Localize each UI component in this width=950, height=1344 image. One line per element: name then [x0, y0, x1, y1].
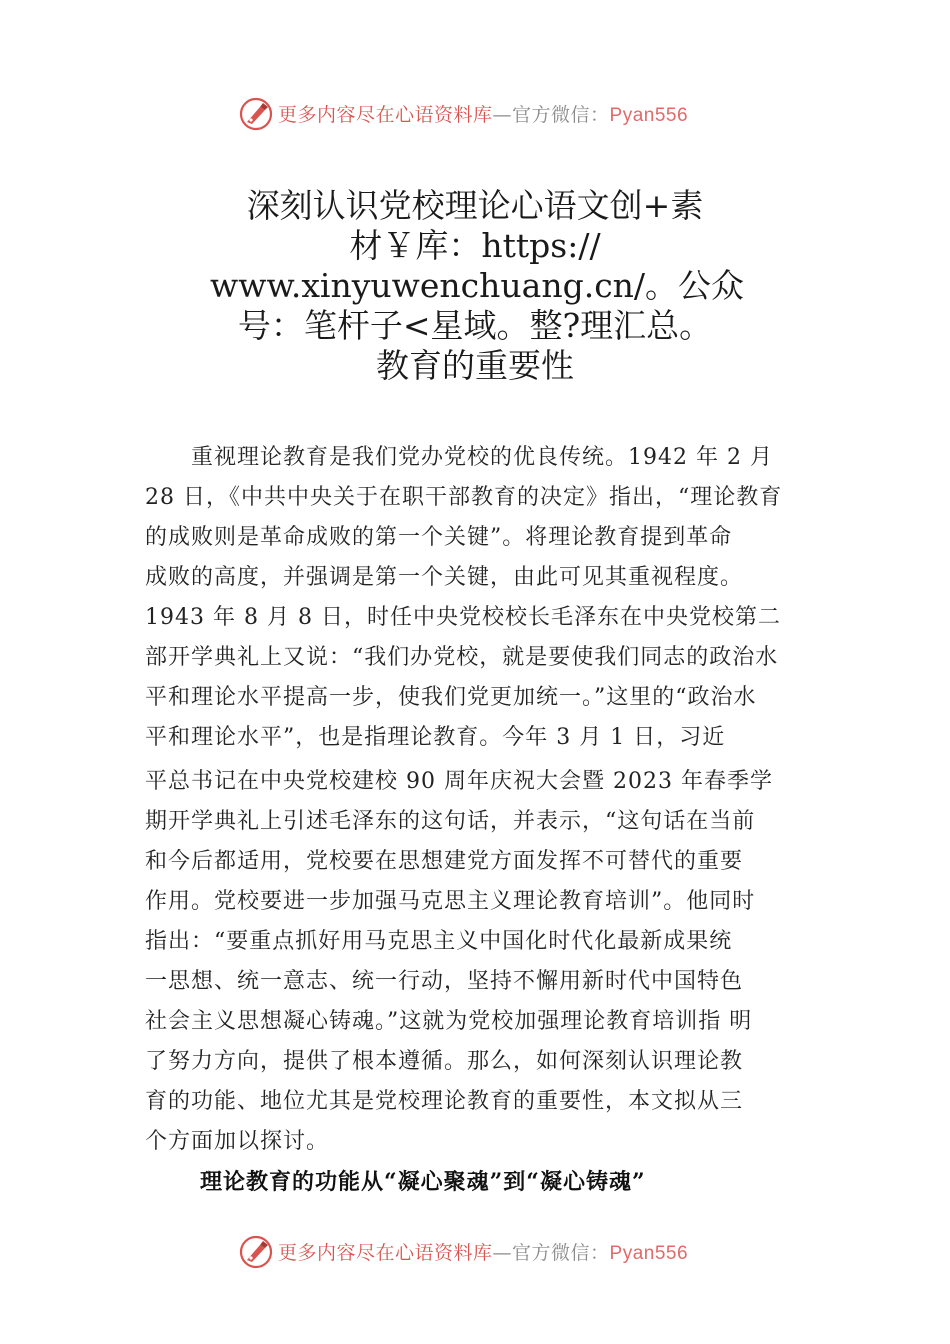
text-line: 部开学典礼上又说：“我们办党校，就是要使我们同志的政治水: [145, 645, 779, 670]
text-line: 的成败则是革命成败的第一个关键”。将理论教育提到革命: [145, 525, 733, 550]
text-line: 和今后都适用，党校要在思想建党方面发挥不可替代的重要: [145, 849, 744, 874]
text-line: 平总书记在中央党校建校 90 周年庆祝大会暨 2023 年春季学: [145, 769, 773, 794]
title-line: www.xinyuwenchuang.cn/。公众: [210, 266, 745, 305]
watermark-text: 更多内容尽在心语资料库—官方微信：Pyan556: [278, 1242, 689, 1264]
body-paragraph-1: [145, 438, 820, 758]
footer-watermark: [0, 1234, 950, 1274]
pen-nib-logo-icon: [238, 96, 274, 132]
text-line: 平和理论水平提高一步，使我们党更加统一。”这里的“政治水: [145, 685, 757, 710]
title-line: 教育的重要性: [376, 346, 574, 385]
text-line: 个方面加以探讨。: [145, 1129, 330, 1154]
text-line: 期开学典礼上引述毛泽东的这句话，并表示，“这句话在当前: [145, 809, 756, 834]
title-line: 号：笔杆子<星域。整?理汇总。: [237, 306, 713, 345]
text-line: 成败的高度，并强调是第一个关键，由此可见其重视程度。: [145, 565, 744, 590]
body-paragraph-2: [145, 762, 820, 1162]
document-title: [210, 186, 745, 386]
text-line: 重视理论教育是我们党办党校的优良传统。1942 年 2 月: [145, 445, 773, 470]
pen-nib-logo-icon: [238, 1234, 274, 1270]
text-line: 1943 年 8 月 8 日，时任中央党校校长毛泽东在中央党校第二: [145, 605, 781, 630]
title-line: 材￥库：https://: [349, 226, 601, 265]
text-line: 社会主义思想凝心铸魂。”这就为党校加强理论教育培训指 明: [145, 1009, 753, 1034]
section-heading: 理论教育的功能从“凝心聚魂”到“凝心铸魂”: [200, 1169, 646, 1195]
text-line: 指出：“要重点抓好用马克思主义中国化时代化最新成果统: [145, 929, 733, 954]
text-line: 28 日，《中共中央关于在职干部教育的决定》指出，“理论教育: [145, 485, 783, 510]
watermark-text: 更多内容尽在心语资料库—官方微信：Pyan556: [278, 104, 689, 126]
text-line: 了努力方向，提供了根本遵循。那么，如何深刻认识理论教: [145, 1049, 744, 1074]
text-line: 作用。党校要进一步加强马克思主义理论教育培训”。他同时: [145, 889, 756, 914]
text-line: 平和理论水平”，也是指理论教育。今年 3 月 1 日，习近: [145, 725, 726, 750]
text-line: 育的功能、地位尤其是党校理论教育的重要性，本文拟从三: [145, 1089, 744, 1114]
header-watermark: [0, 96, 950, 136]
title-line: 深刻认识党校理论心语文创+素: [246, 186, 704, 225]
text-line: 一思想、统一意志、统一行动，坚持不懈用新时代中国特色: [145, 969, 744, 994]
